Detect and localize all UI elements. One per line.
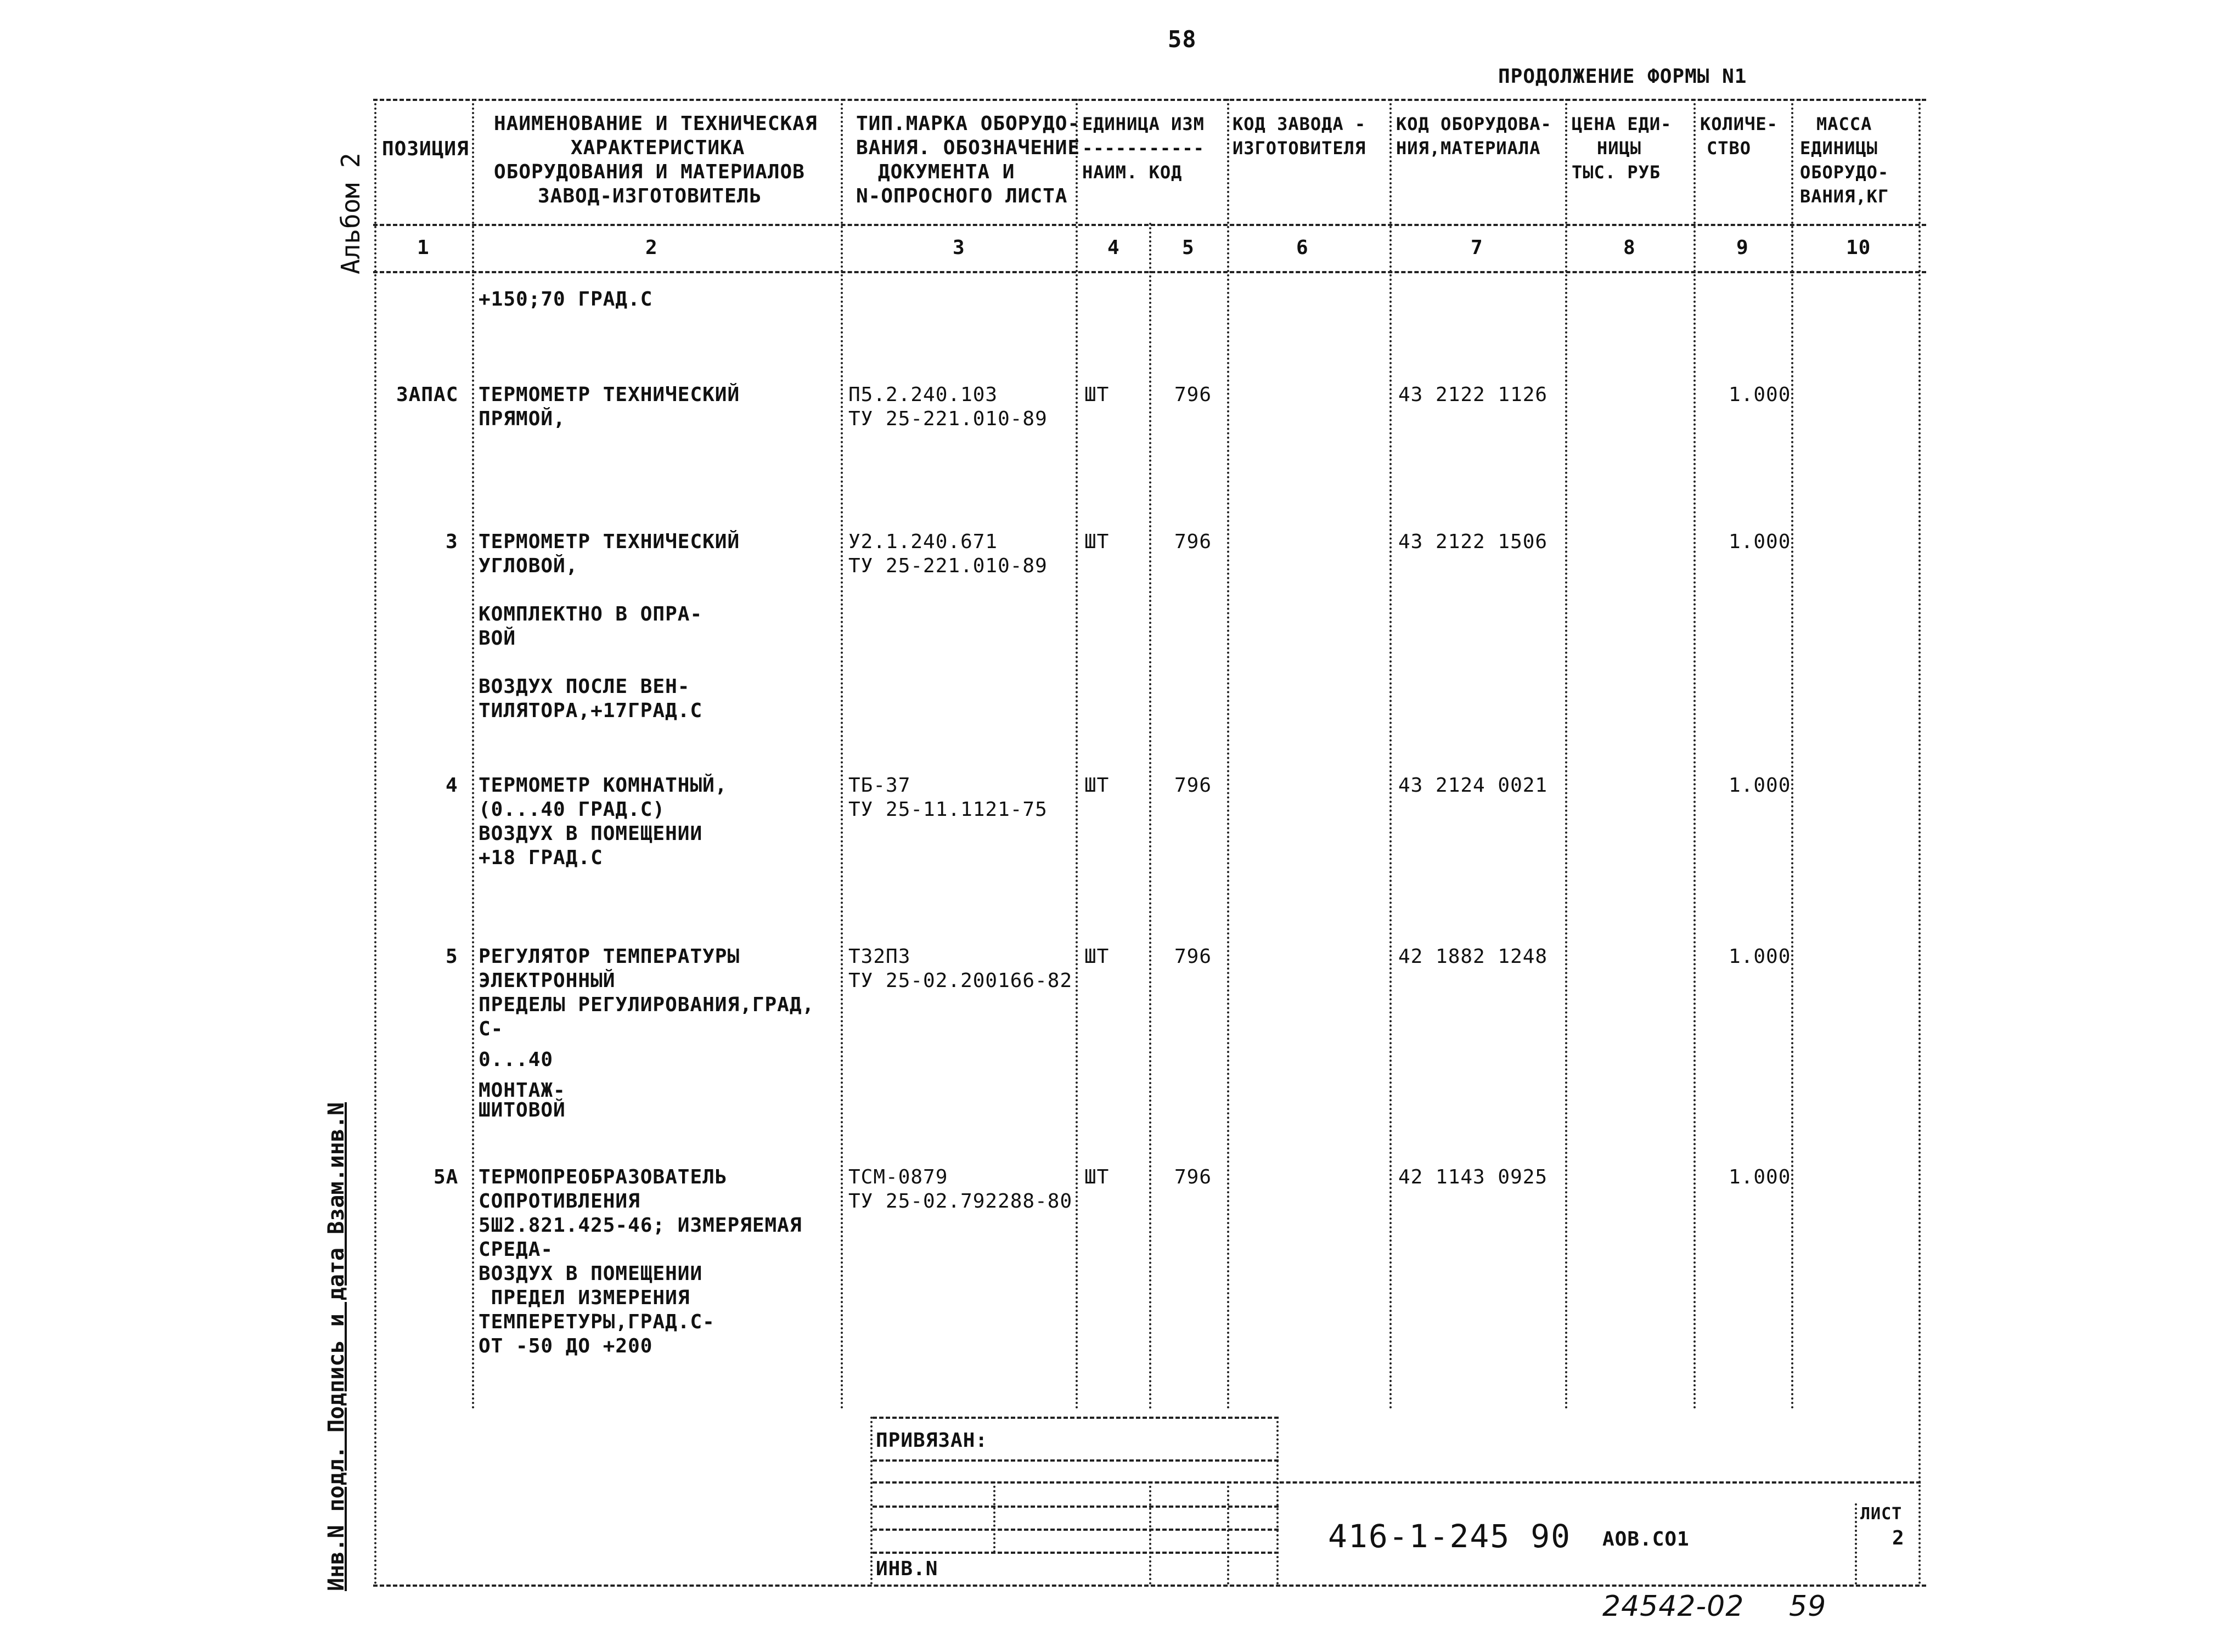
- row-position: 5А: [434, 1166, 459, 1188]
- header-col7-line1: КОД ОБОРУДОВА-: [1396, 114, 1552, 134]
- row-name-line: ТЕМПЕРЕТУРЫ,ГРАД.С-: [479, 1311, 715, 1333]
- row-unit-code: 796: [1174, 1166, 1212, 1188]
- row-name-line: МОНТАЖ-: [479, 1079, 566, 1102]
- row-name-line: ТЕРМОМЕТР ТЕХНИЧЕСКИЙ: [479, 384, 740, 406]
- left-border: [374, 99, 376, 1586]
- form-title: ПРОДОЛЖЕНИЕ ФОРМЫ N1: [1498, 65, 1747, 88]
- column-number: 6: [1296, 236, 1309, 259]
- row-name-line: С-: [479, 1018, 504, 1040]
- row-name-line: (0...40 ГРАД.С): [479, 798, 666, 821]
- col-divider-7: [1565, 99, 1567, 1410]
- row-equipment-code: 43 2124 0021: [1398, 774, 1548, 797]
- stamp-line: [873, 1506, 1279, 1508]
- row-name-line: УГЛОВОЙ,: [479, 555, 578, 577]
- table-bottom-border: [373, 1585, 1926, 1587]
- row-name-line: ШИТОВОЙ: [479, 1099, 566, 1121]
- row-equipment-code: 42 1143 0925: [1398, 1166, 1548, 1188]
- row-unit: ШТ: [1084, 774, 1110, 797]
- stamp-divider: [993, 1481, 995, 1553]
- col-divider-9: [1791, 99, 1793, 1410]
- row-type-line: У2.1.240.671: [848, 531, 998, 553]
- header-col1: ПОЗИЦИЯ: [382, 138, 469, 160]
- row-type-line: ТУ 25-02.792288-80: [848, 1190, 1073, 1213]
- header-col2-line4: ЗАВОД-ИЗГОТОВИТЕЛЬ: [538, 185, 762, 207]
- col-divider-4: [1149, 223, 1151, 1410]
- header-col10-line2: ЕДИНИЦЫ: [1800, 138, 1878, 159]
- column-number: 2: [645, 236, 658, 259]
- header-col2-line3: ОБОРУДОВАНИЯ И МАТЕРИАЛОВ: [494, 161, 805, 183]
- header-col45-line2: -----------: [1082, 138, 1205, 159]
- header-col3-line4: N-ОПРОСНОГО ЛИСТА: [856, 185, 1068, 207]
- header-col2-line1: НАИМЕНОВАНИЕ И ТЕХНИЧЕСКАЯ: [494, 112, 818, 135]
- column-number: 1: [417, 236, 430, 259]
- row-name-line: 0...40: [479, 1048, 554, 1071]
- row-equipment-code: 43 2122 1126: [1398, 384, 1548, 406]
- header-col45-line3: НАИМ. КОД: [1082, 162, 1183, 183]
- column-number: 10: [1846, 236, 1871, 259]
- col-divider-6: [1389, 99, 1392, 1410]
- row-name-line: 5Ш2.821.425-46; ИЗМЕРЯЕМАЯ: [479, 1214, 802, 1237]
- row-name-line: ВОЙ: [479, 627, 516, 650]
- row-unit: ШТ: [1084, 1166, 1110, 1188]
- row-unit: ШТ: [1084, 945, 1110, 968]
- header-col2-line2: ХАРАКТЕРИСТИКА: [571, 137, 745, 159]
- row-quantity: 1.000: [1729, 945, 1791, 968]
- col-divider-5: [1227, 99, 1229, 1410]
- header-col10-line4: ВАНИЯ,КГ: [1800, 186, 1889, 207]
- header-col3-line3: ДОКУМЕНТА И: [878, 161, 1015, 183]
- column-number: 7: [1471, 236, 1483, 259]
- row-name-line: ТЕРМОМЕТР КОМНАТНЫЙ,: [479, 774, 728, 797]
- album-label: Альбом 2: [336, 153, 365, 274]
- row-type-line: ТУ 25-11.1121-75: [848, 798, 1048, 821]
- column-number: 5: [1182, 236, 1195, 259]
- col-divider-2: [841, 99, 843, 1410]
- header-col10-line1: МАССА: [1816, 114, 1872, 134]
- column-number: 3: [953, 236, 965, 259]
- row-quantity: 1.000: [1729, 774, 1791, 797]
- stamp-divider: [1149, 1481, 1151, 1585]
- col-divider-1: [472, 99, 474, 1410]
- stamp-divider: [1855, 1503, 1857, 1585]
- row-name-line: +18 ГРАД.С: [479, 847, 603, 869]
- row-name-line: ОТ -50 ДО +200: [479, 1335, 653, 1357]
- row-name-line: ВОЗДУХ ПОСЛЕ ВЕН-: [479, 675, 690, 698]
- row-unit: ШТ: [1084, 531, 1110, 553]
- handwritten-page: 59: [1789, 1590, 1827, 1623]
- row-position: 4: [446, 774, 458, 797]
- stamp-divider: [870, 1417, 873, 1585]
- header-col8-line2: НИЦЫ: [1597, 138, 1642, 159]
- row-type-line: П5.2.240.103: [848, 384, 998, 406]
- row-name-line: СОПРОТИВЛЕНИЯ: [479, 1190, 640, 1213]
- row-position: 5: [446, 945, 458, 968]
- row-position: ЗАПАС: [396, 384, 459, 406]
- row-type-line: ТУ 25-02.200166-82: [848, 969, 1073, 992]
- stamp-divider: [1227, 1481, 1229, 1585]
- row-name-line: ТЕРМОПРЕОБРАЗОВАТЕЛЬ: [479, 1166, 728, 1188]
- row-type-line: Т32П3: [848, 945, 911, 968]
- row-name-line: ПРЯМОЙ,: [479, 408, 566, 430]
- stamp-line: [873, 1481, 1921, 1484]
- stamp-line: [873, 1529, 1279, 1531]
- page-number: 58: [1168, 26, 1197, 53]
- column-number: 9: [1736, 236, 1749, 259]
- row-name-line: СРЕДА-: [479, 1238, 554, 1261]
- row-unit: ШТ: [1084, 384, 1110, 406]
- row-name-line: ЭЛЕКТРОННЫЙ: [479, 969, 616, 992]
- header-col9-line2: СТВО: [1707, 138, 1752, 159]
- stamp-line: [873, 1417, 1279, 1419]
- row-equipment-code: 43 2122 1506: [1398, 531, 1548, 553]
- header-col6-line2: ИЗГОТОВИТЕЛЯ: [1233, 138, 1366, 159]
- header-col45-line1: ЕДИНИЦА ИЗМ: [1082, 114, 1205, 134]
- row-name-line: ВОЗДУХ В ПОМЕЩЕНИИ: [479, 822, 703, 845]
- col-divider-3: [1076, 99, 1078, 1410]
- stamp-side-label: Инв.N подл. Подпись и дата Взам.инв.N: [324, 1102, 349, 1591]
- row-type-line: ТУ 25-221.010-89: [848, 408, 1048, 430]
- row-type-line: ТУ 25-221.010-89: [848, 555, 1048, 577]
- row-quantity: 1.000: [1729, 1166, 1791, 1188]
- row-quantity: 1.000: [1729, 531, 1791, 553]
- header-col6-line1: КОД ЗАВОДА -: [1233, 114, 1366, 134]
- stamp-sheet-label: ЛИСТ: [1860, 1504, 1903, 1524]
- col-divider-8: [1693, 99, 1696, 1410]
- row-quantity: 1.000: [1729, 384, 1791, 406]
- row-unit-code: 796: [1174, 384, 1212, 406]
- row-name-line: КОМПЛЕКТНО В ОПРА-: [479, 603, 703, 625]
- header-col8-line1: ЦЕНА ЕДИ-: [1572, 114, 1672, 134]
- header-col9-line1: КОЛИЧЕ-: [1700, 114, 1778, 134]
- row-name-line: РЕГУЛЯТОР ТЕМПЕРАТУРЫ: [479, 945, 740, 968]
- row-unit-code: 796: [1174, 531, 1212, 553]
- row-name-line: +150;70 ГРАД.С: [479, 288, 653, 311]
- header-col10-line3: ОБОРУДО-: [1800, 162, 1889, 183]
- row-name-line: ПРЕДЕЛ ИЗМЕРЕНИЯ: [479, 1287, 690, 1309]
- stamp-divider: [1276, 1417, 1279, 1585]
- row-name-line: ПРЕДЕЛЫ РЕГУЛИРОВАНИЯ,ГРАД,: [479, 994, 815, 1016]
- right-border: [1918, 99, 1921, 1586]
- header-col3-line2: ВАНИЯ. ОБОЗНАЧЕНИЕ: [856, 137, 1081, 159]
- stamp-line: [873, 1552, 1279, 1554]
- stamp-document-number: 416-1-245 90: [1328, 1518, 1572, 1555]
- column-number: 4: [1107, 236, 1120, 259]
- row-name-line: ТИЛЯТОРА,+17ГРАД.С: [479, 700, 703, 722]
- handwritten-number: 24542-02: [1602, 1590, 1745, 1623]
- column-number: 8: [1623, 236, 1636, 259]
- stamp-inv: ИНВ.N: [876, 1558, 938, 1580]
- stamp-sheet-number: 2: [1892, 1527, 1905, 1549]
- stamp-line: [873, 1459, 1279, 1462]
- stamp-document-code: АОВ.СО1: [1602, 1528, 1690, 1550]
- row-equipment-code: 42 1882 1248: [1398, 945, 1548, 968]
- row-type-line: ТСМ-0879: [848, 1166, 948, 1188]
- header-col8-line3: ТЫС. РУБ: [1572, 162, 1661, 183]
- row-position: 3: [446, 531, 458, 553]
- row-unit-code: 796: [1174, 774, 1212, 797]
- row-type-line: ТБ-37: [848, 774, 911, 797]
- stamp-privyazan: ПРИВЯЗАН:: [876, 1429, 988, 1452]
- header-col7-line2: НИЯ,МАТЕРИАЛА: [1396, 138, 1541, 159]
- row-name-line: ТЕРМОМЕТР ТЕХНИЧЕСКИЙ: [479, 531, 740, 553]
- row-unit-code: 796: [1174, 945, 1212, 968]
- header-col3-line1: ТИП.МАРКА ОБОРУДО-: [856, 112, 1081, 135]
- row-name-line: ВОЗДУХ В ПОМЕЩЕНИИ: [479, 1262, 703, 1285]
